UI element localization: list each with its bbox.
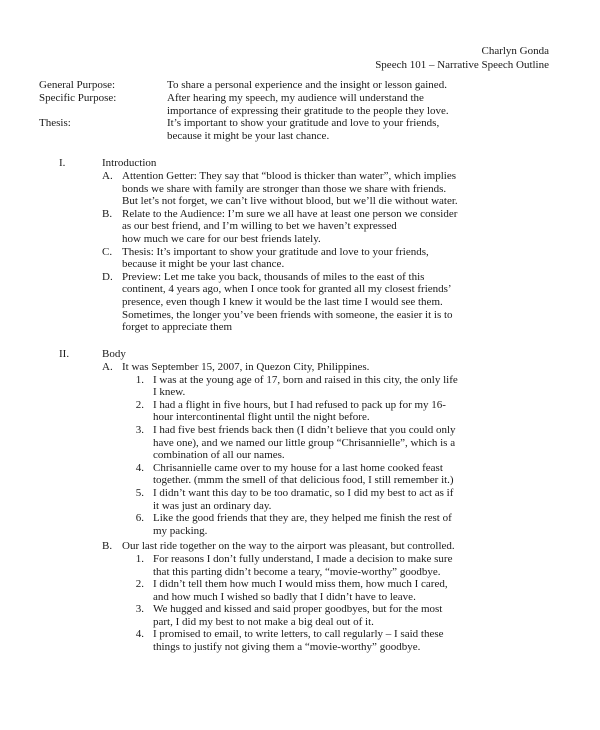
subitem-line: For reasons I don’t fully understand, I made a decision to make sure [153, 552, 453, 565]
subitem-line: Like the good friends that they are, they helped me finish the rest of [153, 512, 452, 525]
subitem-number: 6. [135, 512, 144, 525]
section-heading [59, 157, 559, 170]
item-letter: B. [102, 540, 113, 553]
item-line: continent, 4 years ago, when I once took for granted all my closest friends’ [122, 283, 452, 296]
item-line: how much we care for our best friends lately. [122, 232, 321, 245]
general-purpose-label: General Purpose: [39, 79, 116, 91]
item-text [122, 208, 559, 246]
subitems-b [122, 553, 559, 654]
specific-purpose-label: Specific Purpose: [39, 91, 117, 104]
item-line: Thesis: It’s important to show your gratitude and love to your friends, [122, 245, 429, 258]
subitem-text [153, 603, 559, 628]
subitem-number: 1. [135, 552, 144, 565]
item-line: Preview: Let me take you back, thousands of miles to the east of this [122, 270, 425, 283]
outline-subitem [122, 399, 559, 424]
subitem-text [153, 462, 559, 487]
subitem-text [153, 399, 559, 424]
outline-subitem [122, 578, 559, 603]
outline-subitem [122, 424, 559, 462]
author-name: Charlyn Gonda [481, 45, 549, 57]
subitem-line: Chrisannielle came over to my house for a last home cooked feast [153, 461, 443, 474]
subitems-a [122, 374, 559, 538]
subitem-text [153, 424, 559, 462]
subitem-line: combination of all our names. [153, 449, 285, 462]
body-section [59, 348, 559, 654]
item-line: because it might be your last chance. [122, 258, 285, 271]
subitem-number: 3. [135, 603, 144, 616]
subitem-line: have one), and we named our little group “Chrisannielle”, which is a [153, 436, 456, 449]
subitem-text [153, 578, 559, 603]
subitem-text [153, 374, 559, 399]
item-line: forget to appreciate them [122, 321, 233, 334]
document-header [375, 44, 549, 72]
item-line: Attention Getter: They say that “blood is thicker than water”, which implies [122, 170, 456, 182]
subitem-line: I had five best friends back then (I didn’t believe that you could only [153, 423, 456, 436]
body-items [102, 361, 559, 654]
specific-purpose-text [167, 92, 559, 118]
specific-purpose-line: After hearing my speech, my audience will understand the [167, 91, 424, 104]
item-letter: D. [102, 270, 113, 283]
subitem-line: hour intercontinental flight until the night before. [153, 411, 370, 424]
item-letter: B. [102, 207, 113, 220]
outline-subitem [122, 462, 559, 487]
subitem-line: together. (mmm the smell of that delicious food, I still remember it.) [153, 474, 454, 487]
subitem-text [153, 553, 559, 578]
outline-item [102, 271, 559, 334]
subitem-line: my packing. [153, 524, 208, 537]
subitem-number: 1. [135, 373, 144, 386]
outline-item [102, 540, 559, 553]
item-text: It was September 15, 2007, in Quezon City, Philippines. [122, 361, 370, 373]
purpose-block [39, 79, 559, 143]
item-text [122, 246, 559, 271]
item-text [122, 170, 559, 208]
item-line: as our best friend, and I’m willing to bet we haven’t expressed [122, 220, 397, 233]
section-title: Body [102, 348, 126, 360]
subitem-line: I was at the young age of 17, born and raised in this city, the only life [153, 373, 458, 386]
subitem-number: 5. [135, 486, 144, 499]
general-purpose-text: To share a personal experience and the insight or lesson gained. [167, 79, 447, 91]
item-line: Sometimes, the longer you’ve been friends with someone, the easier it is to [122, 308, 453, 321]
subitem-line: that this parting didn’t become a teary, “movie-worthy” goodbye. [153, 565, 441, 578]
subitem-line: things to justify not giving them a “movie-worthy” goodbye. [153, 641, 421, 654]
outline-subitem [122, 603, 559, 628]
thesis-label: Thesis: [39, 117, 71, 130]
subitem-number: 4. [135, 461, 144, 474]
subitem-line: and how much I wished so badly that I didn’t have to leave. [153, 590, 416, 603]
subitem-line: I had a flight in five hours, but I had refused to pack up for my 16- [153, 398, 446, 411]
introduction-items [102, 170, 559, 334]
subitem-line: We hugged and kissed and said proper goodbyes, but for the most [153, 603, 443, 616]
general-purpose-row [39, 79, 559, 92]
outline-item [102, 246, 559, 271]
subitem-number: 2. [135, 578, 144, 591]
item-letter: A. [102, 361, 113, 373]
item-text: Our last ride together on the way to the airport was pleasant, but controlled. [122, 540, 455, 553]
document-title: Speech 101 – Narrative Speech Outline [375, 59, 549, 71]
item-line: bonds we share with family are stronger than those we share with friends. [122, 182, 447, 195]
item-text [122, 271, 559, 334]
outline-item [102, 170, 559, 208]
section-numeral: II. [59, 348, 70, 360]
item-line: Relate to the Audience: I’m sure we all have at least one person we consider [122, 207, 458, 220]
item-line: presence, even though I knew it would be the last time I would see them. [122, 295, 443, 308]
thesis-row [39, 117, 559, 143]
outline-subitem [122, 487, 559, 512]
specific-purpose-line: importance of expressing their gratitude to the people they love. [167, 104, 449, 117]
subitem-text [153, 628, 559, 653]
subitem-line: I promised to email, to write letters, to call regularly – I said these [153, 628, 444, 641]
specific-purpose-row [39, 92, 559, 118]
subitem-number: 3. [135, 423, 144, 436]
subitem-line: it was just an ordinary day. [153, 499, 272, 512]
section-title: Introduction [102, 157, 157, 169]
subitem-number: 2. [135, 398, 144, 411]
subitem-text [153, 512, 559, 537]
section-heading [59, 348, 559, 361]
section-numeral: I. [59, 157, 66, 169]
outline-subitem [122, 374, 559, 399]
thesis-line: It’s important to show your gratitude and love to your friends, [167, 117, 440, 130]
subitem-text [153, 487, 559, 512]
outline-item [102, 208, 559, 246]
item-letter: C. [102, 245, 113, 258]
subitem-line: part, I did my best to not make a big deal out of it. [153, 615, 374, 628]
outline-subitem [122, 628, 559, 653]
subitem-number: 4. [135, 628, 144, 641]
item-letter: A. [102, 170, 113, 182]
subitem-line: I didn’t want this day to be too dramatic, so I did my best to act as if [153, 486, 454, 499]
item-line: But let’s not forget, we can’t live without blood, but we’ll die without water. [122, 195, 458, 208]
thesis-line: because it might be your last chance. [167, 130, 330, 143]
outline-item [102, 361, 559, 374]
outline-subitem [122, 553, 559, 578]
thesis-text [167, 117, 559, 143]
introduction-section [59, 157, 559, 334]
outline-subitem [122, 512, 559, 537]
subitem-line: I didn’t tell them how much I would miss them, how much I cared, [153, 578, 448, 591]
subitem-line: I knew. [153, 386, 186, 399]
